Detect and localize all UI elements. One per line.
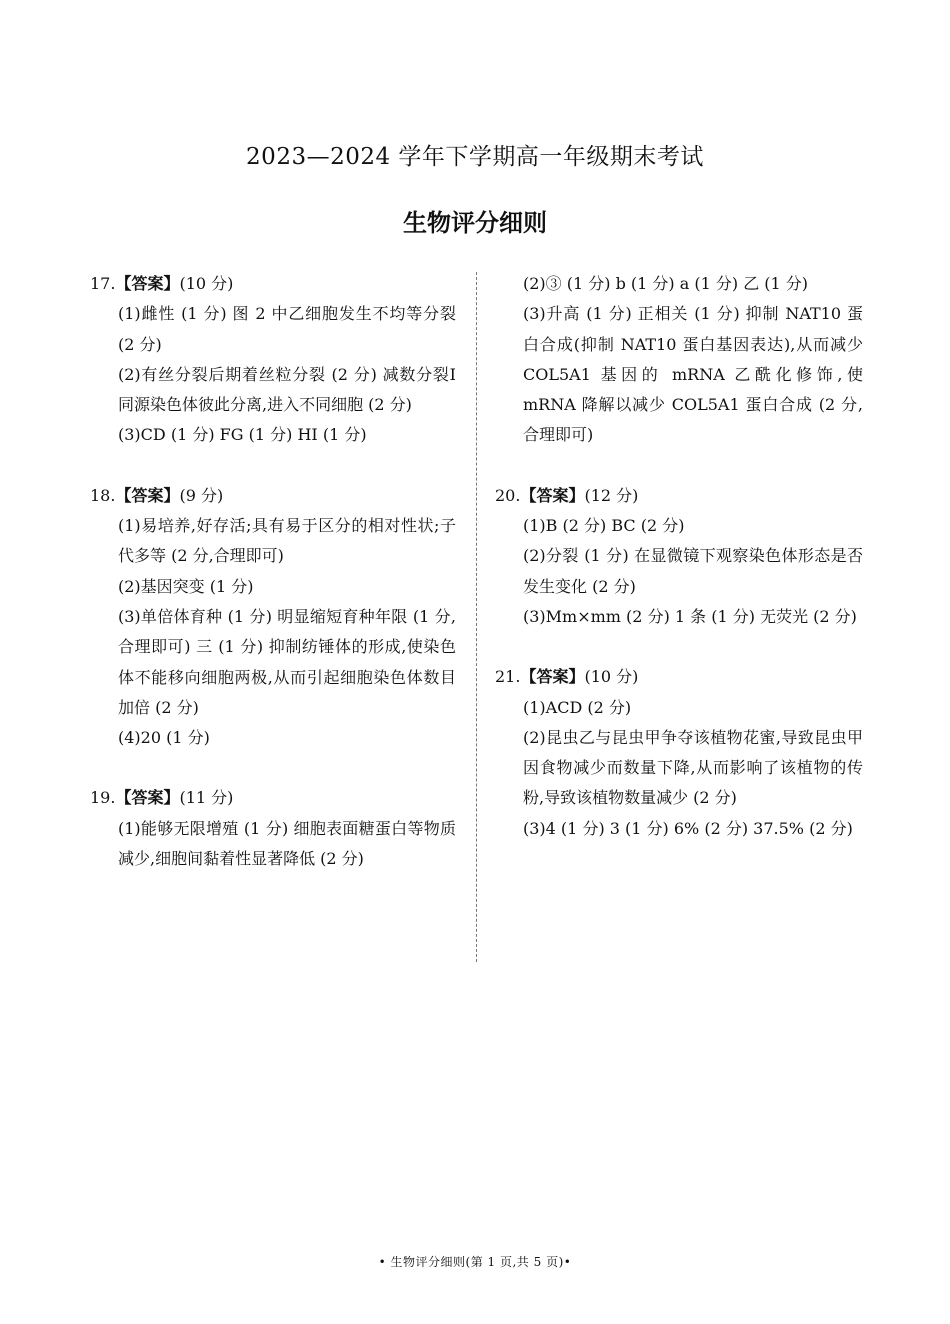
question-header — [90, 481, 456, 511]
answer-text: (1)雌性 (1 分) 图 2 中乙细胞发生不均等分裂 (2 分) (2)有丝分裂后期着丝粒分裂 (2 分) 减数分裂Ⅰ同源染色体彼此分离,进入不同细胞 (2 分) (3)CD (1 分) FG (1 分) HI (1 分) — [118, 304, 456, 445]
left-column — [90, 269, 456, 904]
question-score: (12 分) — [584, 485, 639, 505]
question-header — [90, 269, 456, 299]
question-number: 20. — [495, 485, 521, 505]
answer-text: (1)易培养,好存活;具有易于区分的相对性状;子代多等 (2 分,合理即可) (2)基因突变 (1 分) (3)单倍体育种 (1 分) 明显缩短育种年限 (1 分,合理即可) 三 (1 分) 抑制纺锤体的形成,使染色体不能移向细胞两极,从而引起细胞染色体数目加倍 (2 分) (4)20 (1 分) — [118, 516, 456, 748]
question-header — [495, 662, 863, 692]
question-score: (9 分) — [179, 485, 224, 505]
question-header — [495, 481, 863, 511]
answer-text: (2)③ (1 分) b (1 分) a (1 分) 乙 (1 分) (3)升高 (1 分) 正相关 (1 分) 抑制 NAT10 蛋白合成(抑制 NAT10 蛋白基因表达),从而减少 COL5A1 基因的 mRNA 乙酰化修饰,使 mRNA 降解以减少 COL5A1 蛋白合成 (2 分,合理即可) — [523, 274, 863, 445]
question-17 — [90, 269, 456, 451]
page-footer: • 生物评分细则(第 1 页,共 5 页)• — [378, 1255, 572, 1269]
question-score: (10 分) — [584, 667, 639, 687]
column-divider — [476, 272, 477, 962]
answer-text: (1)B (2 分) BC (2 分) (2)分裂 (1 分) 在显微镜下观察染色体形态是否发生变化 (2 分) (3)Mm×mm (2 分) 1 条 (1 分) 无荧光 (2 分) — [523, 516, 863, 626]
question-20 — [495, 481, 863, 632]
answer-text: (1)ACD (2 分) (2)昆虫乙与昆虫甲争夺该植物花蜜,导致昆虫甲因食物减少而数量下降,从而影响了该植物的传粉,导致该植物数量减少 (2 分) (3)4 (1 分) 3 (1 分) 6% (2 分) 37.5% (2 分) — [523, 697, 863, 838]
question-score: (11 分) — [179, 788, 234, 808]
answer-tag: 【答案】 — [115, 788, 180, 808]
question-score: (10 分) — [179, 274, 234, 293]
question-number: 17. — [90, 274, 116, 293]
question-19-continued — [495, 269, 863, 451]
document-subtitle: 生物评分细则 — [403, 209, 547, 237]
question-number: 19. — [90, 788, 116, 808]
question-number: 18. — [90, 485, 116, 505]
document-title: 2023—2024 学年下学期高一年级期末考试 — [246, 144, 704, 170]
question-21 — [495, 662, 863, 844]
answer-tag: 【答案】 — [115, 274, 180, 293]
answer-tag: 【答案】 — [115, 485, 180, 505]
right-column — [495, 269, 863, 874]
question-header — [90, 783, 456, 813]
question-18 — [90, 481, 456, 754]
answer-tag: 【答案】 — [520, 485, 585, 505]
answer-tag: 【答案】 — [520, 667, 585, 687]
question-number: 21. — [495, 667, 521, 687]
answer-text: (1)能够无限增殖 (1 分) 细胞表面糖蛋白等物质减少,细胞间黏着性显著降低 (2 分) — [118, 818, 456, 869]
question-19 — [90, 783, 456, 874]
